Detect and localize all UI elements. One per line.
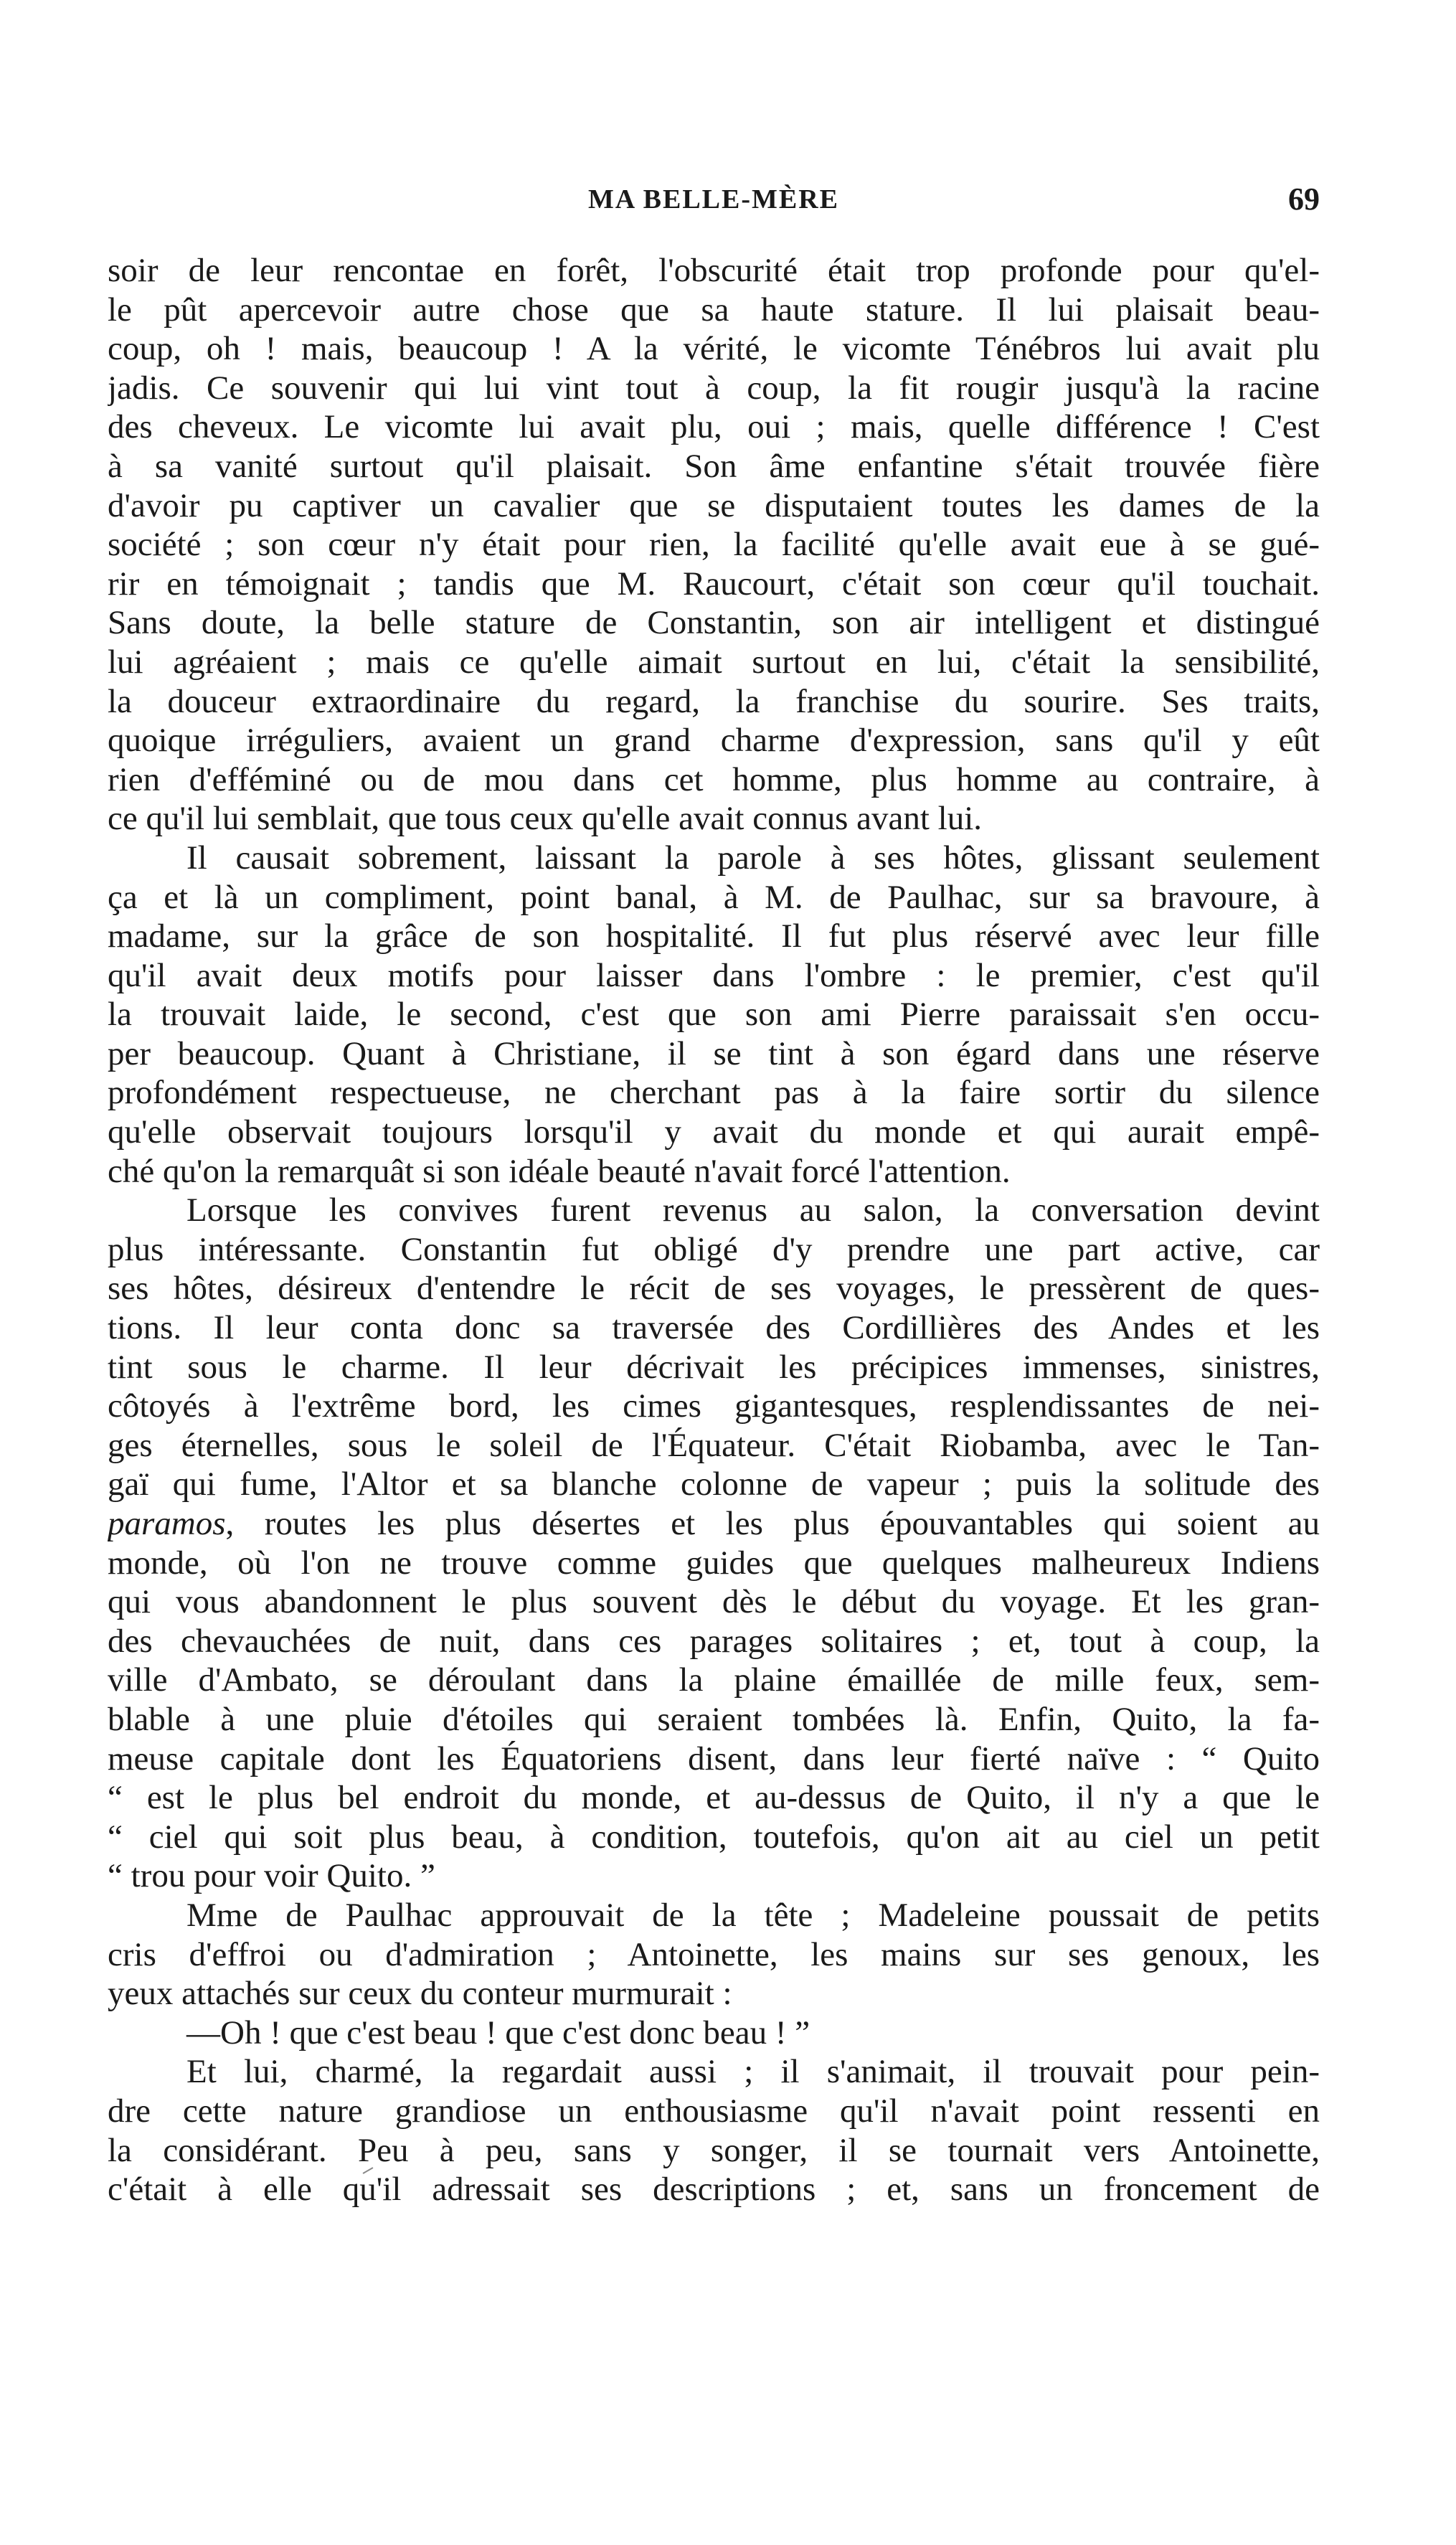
text-line: yeux attachés sur ceux du conteur murmurait :: [108, 1975, 732, 2013]
text-line: jadis. Ce souvenir qui lui vint tout à coup, la fit rougir jusqu'à la racine: [108, 369, 1320, 407]
text-line: Et lui, charmé, la regardait aussi ; il s'animait, il trouvait pour pein-: [186, 2053, 1320, 2091]
text-line: paramos, routes les plus désertes et les plus épouvantables qui soient au: [108, 1505, 1320, 1542]
text-line: cris d'effroi ou d'admiration ; Antoinette, les mains sur ses genoux, les: [108, 1935, 1320, 1973]
text-line: rir en témoignait ; tandis que M. Raucourt, c'était son cœur qu'il touchait.: [108, 565, 1320, 603]
text-line: la trouvait laide, le second, c'est que son ami Pierre paraissait s'en occu-: [108, 996, 1320, 1034]
text-line: ce qu'il lui semblait, que tous ceux qu'elle avait connus avant lui.: [108, 800, 983, 838]
text-line: soir de leur rencontae en forêt, l'obscurité était trop profonde pour qu'el-: [108, 252, 1320, 289]
text-line: “ ciel qui soit plus beau, à condition, toutefois, qu'on ait au ciel un petit: [108, 1818, 1320, 1856]
text-line: dre cette nature grandiose un enthousiasme qu'il n'avait point ressenti en: [108, 2092, 1320, 2130]
text-line: blable à une pluie d'étoiles qui seraient tombées là. Enfin, Quito, la fa-: [108, 1700, 1320, 1738]
text-line: coup, oh ! mais, beaucoup ! A la vérité, le vicomte Ténébros lui avait plu: [108, 330, 1320, 368]
text-line: meuse capitale dont les Équatoriens disent, dans leur fierté naïve : “ Quito: [108, 1739, 1320, 1777]
text-line: tint sous le charme. Il leur décrivait les précipices immenses, sinistres,: [108, 1348, 1320, 1386]
text-line: tions. Il leur conta donc sa traversée des Cordillières des Andes et les: [108, 1309, 1320, 1347]
text-line: la considérant. Peu à peu, sans y songer, il se tournait vers Antoinette,: [108, 2131, 1320, 2169]
text-line: quoique irréguliers, avaient un grand charme d'expression, sans qu'il y eût: [108, 722, 1320, 760]
text-line: la douceur extraordinaire du regard, la franchise du sourire. Ses traits,: [108, 682, 1320, 720]
running-title: MA BELLE-MÈRE: [587, 184, 840, 214]
text-line: —Oh ! que c'est beau ! que c'est donc beau ! ”: [186, 2013, 810, 2051]
text-line: Lorsque les convives furent revenus au salon, la conversation devint: [186, 1191, 1320, 1229]
running-head: [108, 178, 1320, 221]
text-line: Mme de Paulhac approuvait de la tête ; Madeleine poussait de petits: [186, 1896, 1320, 1934]
text-line: côtoyés à l'extrême bord, les cimes gigantesques, resplendissantes de nei-: [108, 1387, 1320, 1425]
text-line: ses hôtes, désireux d'entendre le récit de ses voyages, le pressèrent de ques-: [108, 1270, 1320, 1308]
text-line: profondément respectueuse, ne cherchant pas à la faire sortir du silence: [108, 1074, 1320, 1112]
text-line: qu'il avait deux motifs pour laisser dans l'ombre : le premier, c'est qu'il: [108, 956, 1320, 994]
text-line: madame, sur la grâce de son hospitalité. Il fut plus réservé avec leur fille: [108, 917, 1320, 955]
text-line: ché qu'on la remarquât si son idéale beauté n'avait forcé l'attention.: [108, 1152, 1011, 1190]
text-line: Sans doute, la belle stature de Constantin, son air intelligent et distingué: [108, 604, 1320, 642]
text-line: monde, où l'on ne trouve comme guides que quelques malheureux Indiens: [108, 1544, 1320, 1582]
text-line: des cheveux. Le vicomte lui avait plu, oui ; mais, quelle différence ! C'est: [108, 408, 1320, 446]
text-line: des chevauchées de nuit, dans ces parages solitaires ; et, tout à coup, la: [108, 1622, 1320, 1660]
text-line: “ est le plus bel endroit du monde, et au-dessus de Quito, il n'y a que le: [108, 1779, 1320, 1817]
text-line: lui agréaient ; mais ce qu'elle aimait surtout en lui, c'était la sensibilité,: [108, 643, 1320, 681]
text-line: Il causait sobrement, laissant la parole à ses hôtes, glissant seulement: [186, 839, 1320, 877]
text-line: per beaucoup. Quant à Christiane, il se tint à son égard dans une réserve: [108, 1034, 1320, 1072]
text-line: à sa vanité surtout qu'il plaisait. Son âme enfantine s'était trouvée fière: [108, 447, 1320, 485]
text-line: gaï qui fume, l'Altor et sa blanche colonne de vapeur ; puis la solitude des: [108, 1465, 1320, 1503]
text-line: qui vous abandonnent le plus souvent dès le début du voyage. Et les gran-: [108, 1583, 1320, 1621]
text-line: ça et là un compliment, point banal, à M. de Paulhac, sur sa bravoure, à: [108, 878, 1320, 916]
text-line: d'avoir pu captiver un cavalier que se disputaient toutes les dames de la: [108, 486, 1320, 524]
text-line: le pût apercevoir autre chose que sa haute stature. Il lui plaisait beau-: [108, 291, 1320, 329]
text-line: rien d'efféminé ou de mou dans cet homme, plus homme au contraire, à: [108, 760, 1320, 798]
text-line: société ; son cœur n'y était pour rien, la facilité qu'elle avait eue à se gué-: [108, 526, 1320, 564]
text-line: qu'elle observait toujours lorsqu'il y avait du monde et qui aurait empê-: [108, 1113, 1320, 1151]
text-line: plus intéressante. Constantin fut obligé d'y prendre une part active, car: [108, 1230, 1320, 1268]
text-line: c'était à elle qu'il adressait ses descriptions ; et, sans un froncement de: [108, 2171, 1320, 2209]
text-line: ges éternelles, sous le soleil de l'Équateur. C'était Riobamba, avec le Tan-: [108, 1426, 1320, 1464]
page-number: 69: [1288, 181, 1320, 217]
text-line: ville d'Ambato, se déroulant dans la plaine émaillée de mille feux, sem-: [108, 1661, 1320, 1699]
body-text: [108, 251, 1320, 2209]
text-line: “ trou pour voir Quito. ”: [108, 1857, 435, 1895]
